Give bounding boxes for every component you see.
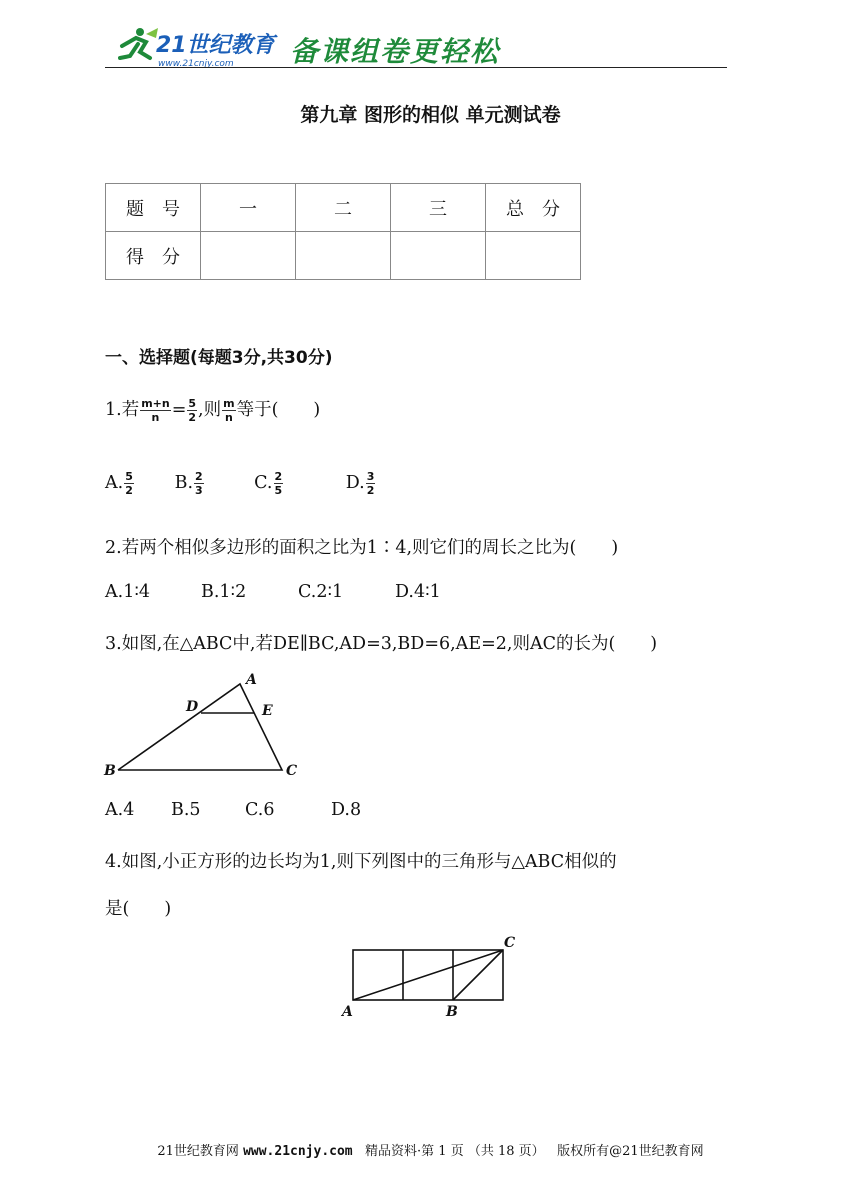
table-cell: 一 bbox=[201, 184, 296, 232]
fraction-numerator: 5 bbox=[125, 470, 133, 483]
page-title: 第九章 图形的相似 单元测试卷 bbox=[300, 104, 561, 126]
fraction-numerator: 2 bbox=[274, 470, 283, 483]
score-input-cell[interactable] bbox=[391, 232, 486, 280]
option-c[interactable]: C.6 bbox=[245, 800, 275, 820]
label-d: D bbox=[186, 699, 199, 715]
option-label: D. bbox=[345, 473, 365, 493]
q1-suffix: 等于( ) bbox=[236, 400, 321, 420]
option-c[interactable] bbox=[254, 470, 340, 497]
footer-copyright: 版权所有@21世纪教育网 bbox=[557, 1144, 704, 1159]
label-b: B bbox=[104, 763, 116, 779]
option-label: A. bbox=[105, 473, 124, 493]
score-table bbox=[105, 183, 581, 280]
q4-grid-figure bbox=[336, 930, 526, 1022]
question-4-line1: 4.如图,小正方形的边长均为1,则下列图中的三角形与△ABC相似的 bbox=[105, 852, 617, 872]
option-c[interactable]: C.2∶1 bbox=[298, 582, 344, 602]
header-divider bbox=[105, 67, 727, 68]
fraction-numerator: 2 bbox=[195, 470, 203, 483]
label-c: C bbox=[504, 935, 516, 951]
fraction-denominator: 2 bbox=[188, 411, 197, 424]
logo-url: www.21cnjy.com bbox=[158, 59, 234, 69]
fraction-numerator: m bbox=[223, 397, 235, 410]
page-footer bbox=[0, 1140, 861, 1159]
header-slogan: 备课组卷更轻松 bbox=[290, 35, 501, 68]
segment-ac bbox=[353, 950, 503, 1000]
label-a: A bbox=[246, 672, 257, 688]
fraction-numerator: 3 bbox=[366, 470, 375, 483]
fraction-denominator: 5 bbox=[274, 484, 283, 497]
fraction-denominator: 3 bbox=[195, 484, 203, 497]
table-cell: 总 分 bbox=[486, 184, 581, 232]
q1-mid: ,则 bbox=[198, 400, 222, 420]
label-b: B bbox=[446, 1004, 458, 1020]
table-cell: 得 分 bbox=[106, 232, 201, 280]
fraction-denominator: n bbox=[224, 411, 233, 424]
q1-prefix: 1.若 bbox=[105, 400, 140, 420]
table-row bbox=[106, 184, 581, 232]
score-input-cell[interactable] bbox=[486, 232, 581, 280]
label-c: C bbox=[286, 763, 298, 779]
triangle-abc bbox=[118, 684, 282, 770]
question-3: 3.如图,在△ABC中,若DE∥BC,AD=3,BD=6,AE=2,则AC的长为( ) bbox=[105, 634, 658, 654]
question-4-line2: 是( ) bbox=[105, 899, 172, 919]
option-label: B. bbox=[174, 473, 194, 493]
table-cell: 三 bbox=[391, 184, 486, 232]
option-a[interactable] bbox=[105, 470, 169, 497]
table-cell: 题 号 bbox=[106, 184, 201, 232]
option-a[interactable]: A.1∶4 bbox=[105, 582, 151, 602]
fraction bbox=[274, 470, 284, 497]
question-2: 2.若两个相似多边形的面积之比为1∶4,则它们的周长之比为( ) bbox=[105, 538, 619, 558]
fraction bbox=[187, 397, 197, 424]
option-label: C. bbox=[254, 473, 273, 493]
option-b[interactable]: B.5 bbox=[171, 800, 201, 820]
table-row bbox=[106, 232, 581, 280]
fraction-denominator: 2 bbox=[125, 484, 133, 497]
q1-options bbox=[105, 470, 376, 497]
q2-options bbox=[105, 582, 441, 602]
option-a[interactable]: A.4 bbox=[105, 800, 135, 820]
logo-text: 21世纪教育 bbox=[156, 33, 275, 58]
q3-triangle-figure bbox=[100, 668, 310, 780]
option-d[interactable]: D.8 bbox=[331, 800, 362, 820]
table-cell: 二 bbox=[296, 184, 391, 232]
option-d[interactable] bbox=[346, 470, 377, 497]
fraction bbox=[222, 397, 235, 424]
fraction bbox=[140, 397, 171, 424]
option-b[interactable] bbox=[175, 470, 249, 497]
option-b[interactable]: B.1∶2 bbox=[201, 582, 247, 602]
option-d[interactable]: D.4∶1 bbox=[395, 582, 441, 602]
site-logo bbox=[110, 24, 280, 70]
equals-sign: = bbox=[171, 400, 187, 420]
fraction bbox=[124, 470, 134, 497]
label-e: E bbox=[262, 703, 273, 719]
fraction bbox=[366, 470, 376, 497]
footer-site-link[interactable]: www.21cnjy.com bbox=[243, 1144, 353, 1159]
fraction-denominator: 2 bbox=[366, 484, 375, 497]
fraction bbox=[194, 470, 204, 497]
footer-page-info: 精品资料·第 1 页 （共 18 页） bbox=[365, 1144, 545, 1159]
runner-icon bbox=[120, 28, 158, 58]
label-a: A bbox=[342, 1004, 353, 1020]
score-input-cell[interactable] bbox=[201, 232, 296, 280]
question-1 bbox=[105, 396, 320, 424]
footer-left: 21世纪教育网 bbox=[157, 1144, 239, 1159]
score-input-cell[interactable] bbox=[296, 232, 391, 280]
fraction-numerator: m+n bbox=[141, 397, 170, 410]
fraction-denominator: n bbox=[151, 411, 160, 424]
section-heading: 一、选择题(每题3分,共30分) bbox=[105, 348, 333, 368]
q3-options bbox=[105, 800, 361, 820]
fraction-numerator: 5 bbox=[188, 397, 197, 410]
